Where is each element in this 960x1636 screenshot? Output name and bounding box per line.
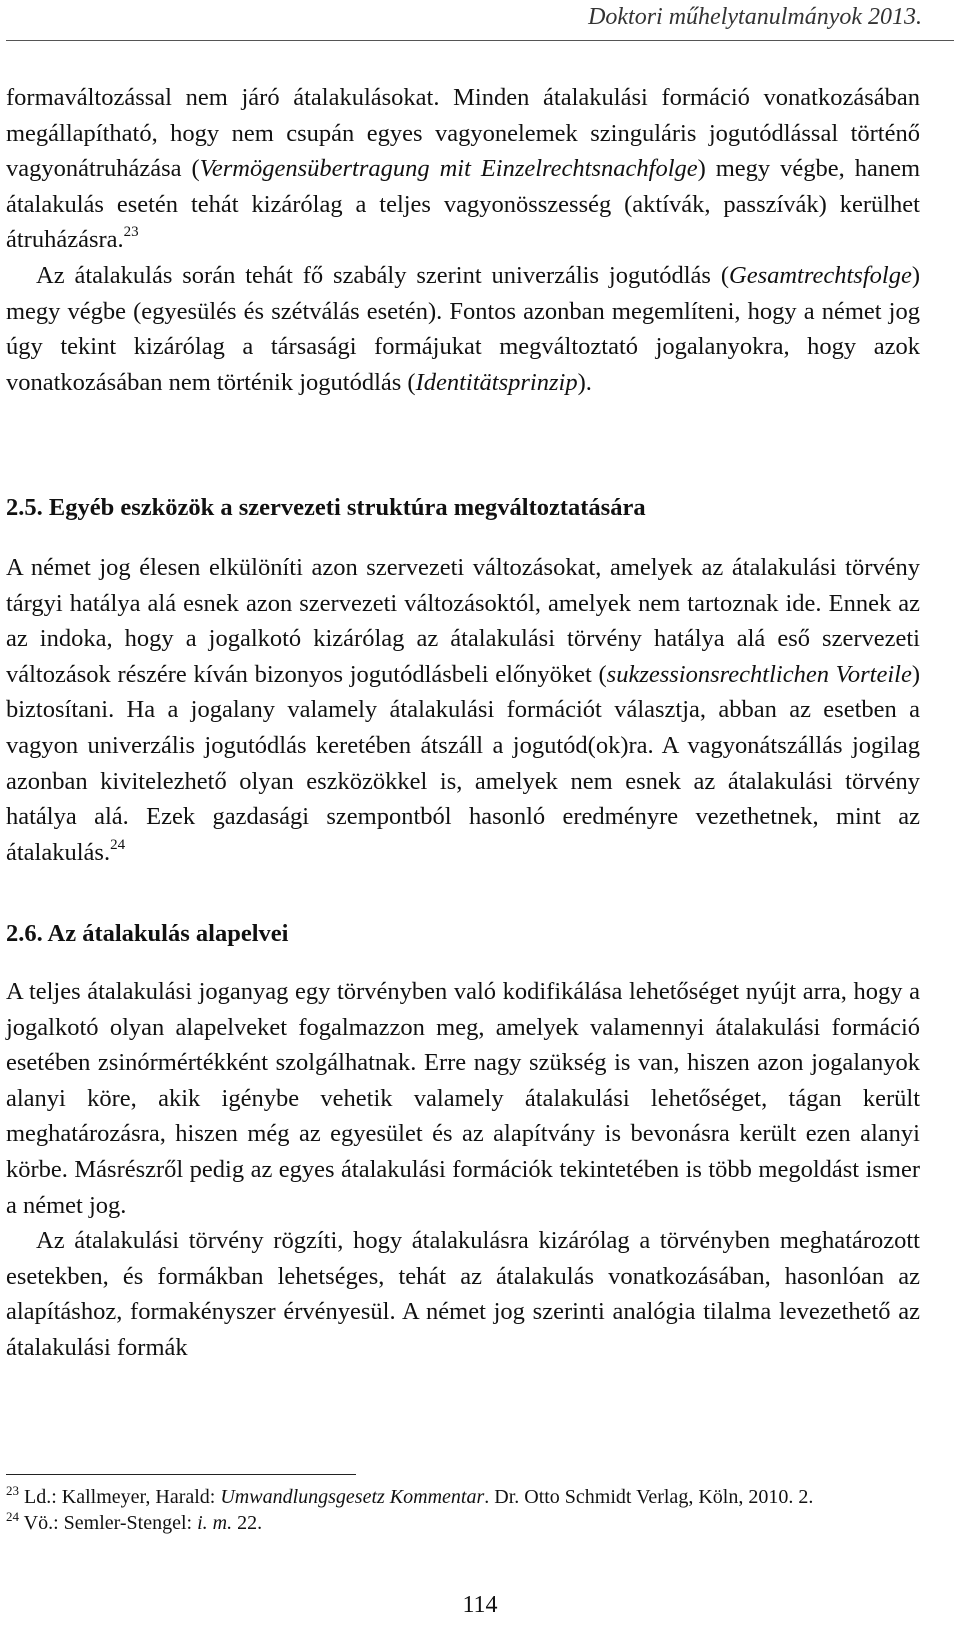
paragraph-codification: A teljes átalakulási joganyag egy törvényben való kodifikálása lehetőséget nyújt arra, hogy a jogalkotó olyan alapelveket fogalmazzon meg, amelyek valamennyi átalakulási formáció esetében zsinórmértékként szolgálhatnak. Erre nagy szükség is van, hiszen azon jogalanyok alanyi köre, akik igénybe vehetik valamely átalakulási lehetőséget, tágan került meghatározásra, hiszen még az egyesület és az alapítvány is bevonásra került ezen alanyi körbe. Másrészről pedig az egyes átalakulási formációk tekintetében is több megoldást ismer a német jog.: [6, 978, 920, 1219]
term-gesamtrechtsfolge: Gesamtrechtsfolge: [729, 261, 912, 289]
footnote-24: $^{24}$ Vö.: Semler-Stengel: i. m. 22.: [6, 1509, 263, 1534]
paragraph-organizational-changes: A német jog élesen elkülöníti azon szervezeti változásokat, amelyek az átalakulási törvény tárgyi hatálya alá esnek azon szervezeti változásoktól, amelyek nem tartoznak ide. Ennek az az indoka, hogy a jogalkotó kizárólag az átalakulási törvény hatálya alá eső szervezeti változások részére kíván bizonyos jogutódlásbeli előnyöket (sukzessionsrechtlichen Vorteile) biztosítani. Ha a jogalany valamely átalakulási formációt választja, abban az esetben a vagyon univerzális jogutódlás keretében átszáll a jogutód(ok)ra. A vagyonátszállás jogilag azonban kivitelezhető olyan eszközökkel is, amelyek nem esnek az átalakulási törvény hatálya alá. Ezek gazdasági szempontból hasonló eredményre vezethetnek, mint az átalakulás.$^{24}$: [6, 554, 920, 866]
footnote-ref-24[interactable]: 24: [110, 836, 126, 853]
header-rule: [6, 40, 954, 41]
page-number: 114: [462, 1592, 498, 1618]
section-2-5-body: [6, 550, 920, 870]
section-2-6-body: [6, 974, 920, 1366]
footnotes: [6, 1484, 920, 1536]
body-text: [6, 80, 920, 400]
section-heading-2-5: 2.5. Egyéb eszközök a szervezeti struktúra megváltoztatására: [6, 494, 646, 521]
footnote-separator: [6, 1474, 356, 1475]
running-header: Doktori műhelytanulmányok 2013.: [588, 4, 922, 30]
section-heading-2-6: 2.6. Az átalakulás alapelvei: [6, 920, 289, 947]
footnote-23: $^{23}$ Ld.: Kallmeyer, Harald: Umwandlungsgesetz Kommentar. Dr. Otto Schmidt Verlag, Köln, 2010. 2.: [6, 1483, 814, 1508]
footnote-ref-23[interactable]: 23: [123, 224, 139, 241]
paragraph-universal-succession: Az átalakulás során tehát fő szabály szerint univerzális jogutódlás (Gesamtrechtsfolge) megy végbe (egyesülés és szétválás esetén). Fontos azonban megemlíteni, hogy a német jog úgy tekint kizárólag a társasági formájukat megváltoztató jogalanyokra, hogy azok vonatkozásában nem történik jogutódlás (Identitätsprinzip).: [6, 261, 920, 396]
term-identitaetsprinzip: Identitätsprinzip: [415, 368, 578, 396]
paragraph-continued: formaváltozással nem járó átalakulásokat. Minden átalakulási formáció vonatkozásában megállapítható, hogy nem csupán egyes vagyonelemek szinguláris jogutódlással történő vagyonátruházása (Vermögensübertragung mit Einzelrechtsnachfolge) megy végbe, hanem átalakulás esetén tehát kizárólag a teljes vagyonösszesség (aktívák, passzívák) kerülhet átruházásra.$^{23}$: [6, 84, 920, 254]
term-vermoegensuebertragung: Vermögensübertragung mit Einzelrechtsnachfolge: [199, 155, 698, 183]
term-sukzessionsrechtlichen: sukzessionsrechtlichen Vorteile: [606, 660, 912, 688]
paragraph-analogy: Az átalakulási törvény rögzíti, hogy átalakulásra kizárólag a törvényben meghatározott esetekben, és formákban lehetséges, tehát az átalakulás vonatkozásában, hasonlóan az alapításhoz, formakényszer érvényesül. A német jog szerinti analógia tilalma levezethető az átalakulási formák: [6, 1227, 920, 1361]
